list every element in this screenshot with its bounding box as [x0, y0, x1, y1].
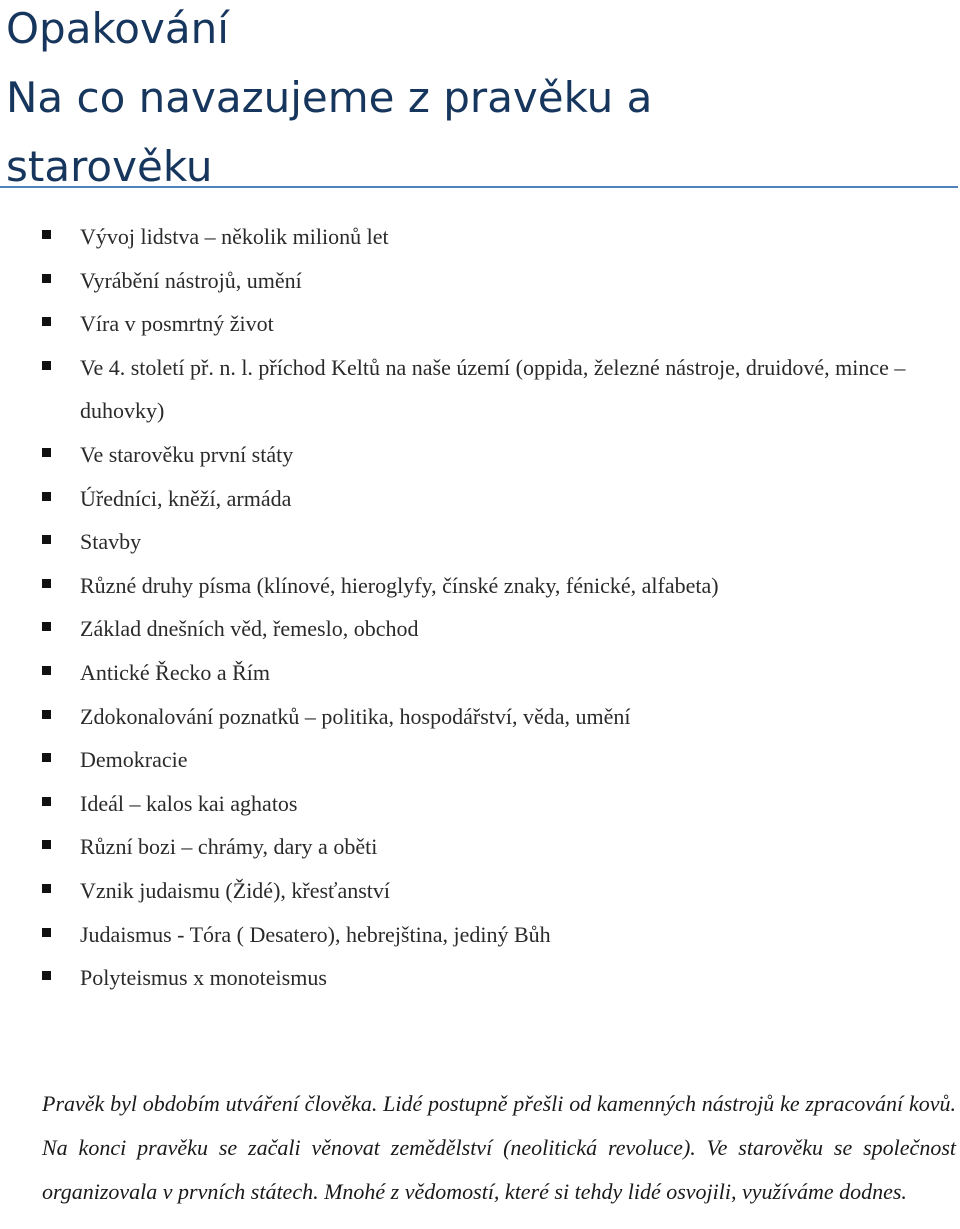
bullet-list: [0, 215, 956, 1000]
list-item: Zdokonalování poznatků – politika, hospodářství, věda, umění: [0, 695, 956, 739]
square-bullet-icon: [42, 492, 51, 501]
list-item: Různé druhy písma (klínové, hieroglyfy, čínské znaky, fénické, alfabeta): [0, 564, 956, 608]
list-item: Úředníci, kněží, armáda: [0, 477, 956, 521]
list-item: Judaismus - Tóra ( Desatero), hebrejština, jediný Bůh: [0, 913, 956, 957]
square-bullet-icon: [42, 361, 51, 370]
title-line-3: starověku: [6, 142, 213, 191]
title-line-2: Na co navazujeme z pravěku a: [6, 73, 653, 122]
square-bullet-icon: [42, 884, 51, 893]
summary-paragraph: Pravěk byl obdobím utváření člověka. Lidé postupně přešli od kamenných nástrojů ke zpracování kovů. Na konci pravěku se začali věnovat zemědělství (neolitická revoluce). Ve starověku se společnost organizovala v prvních státech. Mnohé z vědomostí, které si tehdy lidé osvojili, využíváme dodnes.: [42, 1091, 956, 1204]
square-bullet-icon: [42, 710, 51, 719]
list-item: Polyteismus x monoteismus: [0, 956, 956, 1000]
square-bullet-icon: [42, 274, 51, 283]
list-item: Vyrábění nástrojů, umění: [0, 259, 956, 303]
square-bullet-icon: [42, 971, 51, 980]
list-item: Antické Řecko a Řím: [0, 651, 956, 695]
square-bullet-icon: [42, 448, 51, 457]
list-item: Vývoj lidstva – několik milionů let: [0, 215, 956, 259]
list-item: Vznik judaismu (Židé), křesťanství: [0, 869, 956, 913]
list-item: Základ dnešních věd, řemeslo, obchod: [0, 607, 956, 651]
square-bullet-icon: [42, 753, 51, 762]
list-item: Stavby: [0, 520, 956, 564]
square-bullet-icon: [42, 928, 51, 937]
list-item: Demokracie: [0, 738, 956, 782]
list-item: Víra v posmrtný život: [0, 302, 956, 346]
square-bullet-icon: [42, 230, 51, 239]
square-bullet-icon: [42, 535, 51, 544]
square-bullet-icon: [42, 317, 51, 326]
square-bullet-icon: [42, 579, 51, 588]
list-item: Různí bozi – chrámy, dary a oběti: [0, 825, 956, 869]
list-item: Ve starověku první státy: [0, 433, 956, 477]
square-bullet-icon: [42, 622, 51, 631]
square-bullet-icon: [42, 840, 51, 849]
square-bullet-icon: [42, 666, 51, 675]
square-bullet-icon: [42, 797, 51, 806]
title-line-1: Opakování: [6, 4, 229, 53]
page-title: [6, 0, 946, 201]
list-item: Ideál – kalos kai aghatos: [0, 782, 956, 826]
list-item: Ve 4. století př. n. l. příchod Keltů na naše území (oppida, železné nástroje, druidové, mince – duhovky): [0, 346, 956, 433]
title-underline: [0, 186, 958, 188]
